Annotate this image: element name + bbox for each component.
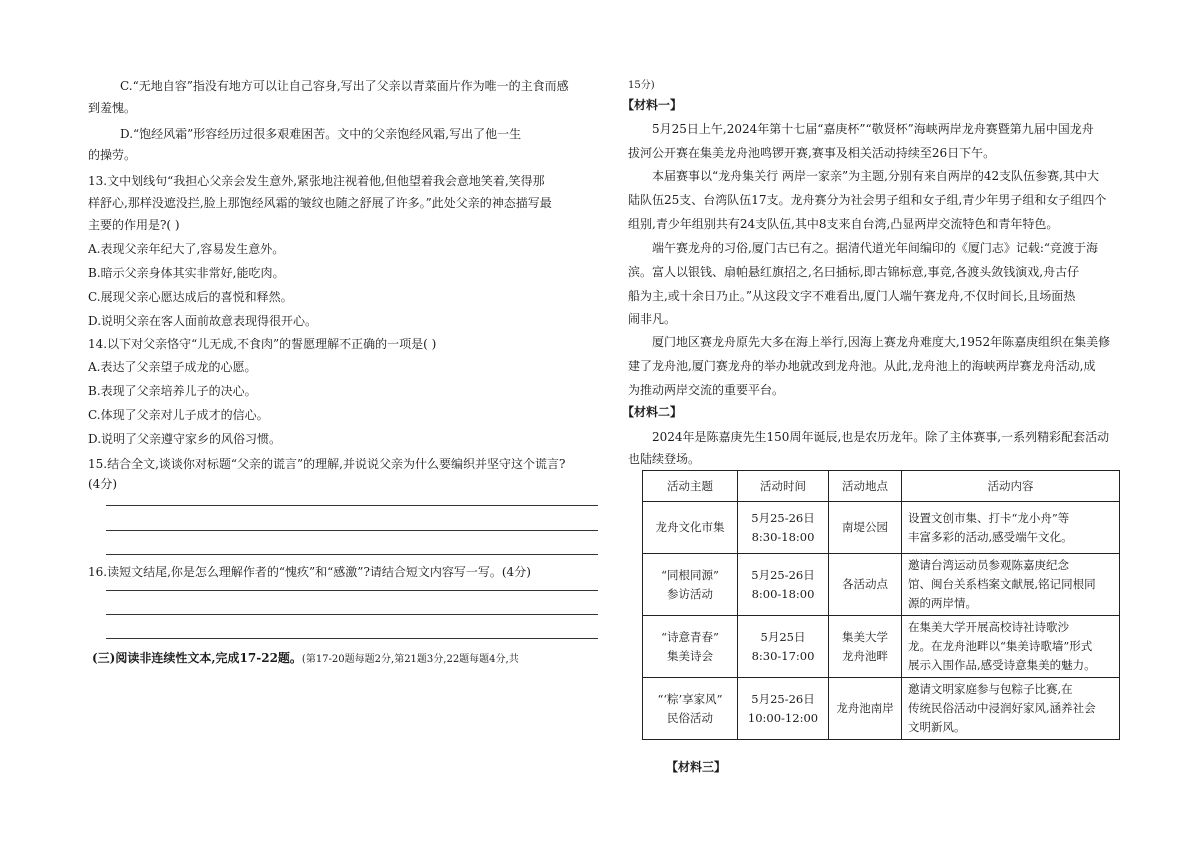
- q16-answer-line-2: [106, 614, 598, 615]
- q12-option-c-line2: 到羞愧。: [88, 101, 137, 115]
- cell-text: 集美诗会: [667, 648, 713, 663]
- cell-text: 文明新风。: [908, 720, 966, 734]
- cell-content: [902, 678, 1120, 740]
- table-row: [643, 678, 1120, 740]
- section-3-score-note: (第17-20题每题2分,第21题3分,22题每题4分,共: [301, 654, 519, 665]
- cell-text: 龙舟池南岸: [836, 701, 894, 715]
- cell-place: [829, 678, 902, 740]
- cell-text: “‘粽’享家风”: [657, 691, 723, 706]
- material-1-p3-line1: 端午赛龙舟的习俗,厦门古已有之。据清代道光年间编印的《厦门志》记载:“竞渡于海: [652, 241, 1098, 255]
- cell-text: 邀请台湾运动员参观陈嘉庚纪念: [908, 558, 1069, 572]
- material-2-p1-line1: 2024年是陈嘉庚先生150周年诞辰,也是农历龙年。除了主体赛事,一系列精彩配套活动: [652, 430, 1110, 444]
- table-row: [643, 502, 1120, 554]
- material-1-p2-line1: 本届赛事以“龙舟集关行 两岸一家亲”为主题,分别有来自两岸的42支队伍参赛,其中大: [652, 169, 1099, 183]
- q13-option-d: D.说明父亲在客人面前故意表现得很开心。: [88, 314, 318, 328]
- cell-text: 龙。在龙舟池畔以“集美诗歌墙”形式: [908, 639, 1093, 653]
- q15-stem-line2: (4分): [88, 477, 117, 491]
- q16-stem: 16.读短文结尾,你是怎么理解作者的“愧疚”和“感激”?请结合短文内容写一写。(4分): [88, 565, 531, 579]
- cell-text: 集美大学: [842, 629, 888, 644]
- cell-text: 10:00-12:00: [747, 710, 819, 725]
- q13-option-b: B.暗示父亲身体其实非常好,能吃肉。: [88, 266, 285, 280]
- section-3-heading: [92, 649, 519, 669]
- cell-place: [829, 502, 902, 554]
- material-1-p4-line1: 厦门地区赛龙舟原先大多在海上举行,因海上赛龙舟难度大,1952年陈嘉庚组织在集美修: [652, 335, 1111, 349]
- q14-option-b: B.表现了父亲培养儿子的决心。: [88, 384, 257, 398]
- q14-option-c: C.体现了父亲对儿子成才的信心。: [88, 408, 269, 422]
- q15-answer-line-3: [106, 554, 598, 555]
- cell-theme: [643, 678, 738, 740]
- cell-text: 南堤公园: [842, 520, 888, 534]
- cell-text: 源的两岸情。: [908, 596, 977, 610]
- material-2-label: 【材料二】: [622, 405, 683, 419]
- cell-text: 设置文创市集、打卡“龙小舟”等: [908, 510, 1070, 525]
- material-1-p3-line3: 船为主,或十余日乃止。”从这段文字不难看出,厦门人端午赛龙舟,不仅时间长,且场面热: [628, 289, 1076, 303]
- cell-text: 在集美大学开展高校诗社诗歌沙: [908, 620, 1069, 634]
- score-note-continued: 15分): [628, 80, 655, 91]
- material-1-p1-line1: 5月25日上午,2024年第十七届“嘉庚杯”“敬贤杯”海峡两岸龙舟赛暨第九届中国龙舟: [652, 122, 1094, 136]
- q12-option-c-line1: C.“无地自容”指没有地方可以让自己容身,写出了父亲以青菜面片作为唯一的主食而感: [120, 79, 569, 93]
- material-1-p4-line2: 建了龙舟池,厦门赛龙舟的举办地就改到龙舟池。从此,龙舟池上的海峡两岸赛龙舟活动,成: [628, 359, 1096, 373]
- cell-text: 传统民俗活动中浸润好家风,涵养社会: [908, 701, 1096, 715]
- cell-place: [829, 554, 902, 616]
- cell-text: “诗意青春”: [661, 629, 719, 644]
- material-3-label: 【材料三】: [666, 760, 727, 774]
- cell-text: 5月25日: [760, 629, 806, 644]
- cell-text: 龙舟池畔: [842, 648, 888, 663]
- header-theme: 活动主题: [643, 471, 738, 502]
- material-1-p2-line3: 组别,青少年组别共有24支队伍,其中8支来自台湾,凸显两岸交流特色和青年特色。: [628, 217, 1059, 231]
- q15-answer-line-2: [106, 530, 598, 531]
- q15-answer-line-1: [106, 505, 598, 506]
- q13-option-a: A.表现父亲年纪大了,容易发生意外。: [88, 242, 285, 256]
- q13-stem-line2: 样舒心,那样没遮没拦,脸上那饱经风霜的皱纹也随之舒展了许多。”此处父亲的神态描写最: [88, 196, 552, 210]
- cell-text: 馆、闽台关系档案文献展,铭记同根同: [908, 577, 1096, 591]
- header-content: 活动内容: [902, 471, 1120, 502]
- cell-text: 8:30-17:00: [751, 648, 815, 663]
- q14-option-d: D.说明了父亲遵守家乡的风俗习惯。: [88, 432, 282, 446]
- cell-text: 各活动点: [842, 577, 888, 591]
- cell-text: 5月25-26日: [751, 691, 815, 706]
- material-1-p4-line3: 为推动两岸交流的重要平台。: [628, 383, 785, 397]
- cell-text: “同根同源”: [661, 567, 719, 582]
- cell-text: 龙舟文化市集: [655, 520, 725, 534]
- cell-text: 参访活动: [667, 586, 713, 601]
- header-time: 活动时间: [738, 471, 829, 502]
- q14-stem: 14.以下对父亲恪守“儿无成,不食肉”的誓愿理解不正确的一项是( ): [88, 337, 437, 351]
- q13-stem-line3: 主要的作用是?( ): [88, 218, 180, 232]
- cell-content: [902, 502, 1120, 554]
- cell-time: [738, 616, 829, 678]
- cell-text: 展示入围作品,感受诗意集美的魅力。: [908, 658, 1096, 672]
- cell-theme: [643, 502, 738, 554]
- material-1-p2-line2: 陆队伍25支、台湾队伍17支。龙舟赛分为社会男子组和女子组,青少年男子组和女子组四个: [628, 193, 1107, 207]
- cell-content: [902, 554, 1120, 616]
- cell-text: 8:00-18:00: [751, 586, 815, 601]
- cell-theme: [643, 616, 738, 678]
- cell-time: [738, 502, 829, 554]
- cell-time: [738, 678, 829, 740]
- cell-text: 丰富多彩的活动,感受端午文化。: [908, 529, 1073, 544]
- cell-place: [829, 616, 902, 678]
- material-1-label: 【材料一】: [622, 98, 683, 112]
- cell-theme: [643, 554, 738, 616]
- cell-text: 5月25-26日: [751, 510, 815, 525]
- q16-answer-line-3: [106, 638, 598, 639]
- q15-stem-line1: 15.结合全文,谈谈你对标题“父亲的谎言”的理解,并说说父亲为什么要编织并坚守这个谎言?: [88, 457, 566, 471]
- q13-stem-line1: 13.文中划线句“我担心父亲会发生意外,紧张地注视着他,但他望着我会意地笑着,笑得那: [88, 174, 545, 188]
- material-1-p3-line2: 滨。富人以银钱、扇帕悬红旗招之,名曰插标,即古锦标意,事竞,各渡头敛钱演戏,舟古仔: [628, 265, 1080, 279]
- activity-table: [642, 470, 1120, 740]
- cell-text: 邀请文明家庭参与包粽子比赛,在: [908, 682, 1073, 696]
- q13-option-c: C.展现父亲心愿达成后的喜悦和释然。: [88, 290, 293, 304]
- table-row: [643, 554, 1120, 616]
- cell-time: [738, 554, 829, 616]
- activity-table-header-row: [643, 471, 1120, 502]
- q12-option-d-line1: D.“饱经风霜”形容经历过很多艰难困苦。文中的父亲饱经风霜,写出了他一生: [120, 127, 522, 141]
- cell-text: 5月25-26日: [751, 567, 815, 582]
- material-1-p3-line4: 闹非凡。: [628, 312, 677, 326]
- material-2-p1-line2: 也陆续登场。: [628, 452, 701, 466]
- material-1-p1-line2: 拔河公开赛在集美龙舟池鸣锣开赛,赛事及相关活动持续至26日下午。: [628, 146, 996, 160]
- q14-option-a: A.表达了父亲望子成龙的心愿。: [88, 360, 257, 374]
- cell-content: [902, 616, 1120, 678]
- header-place: 活动地点: [829, 471, 902, 502]
- table-row: [643, 616, 1120, 678]
- cell-text: 民俗活动: [667, 710, 713, 725]
- section-3-title: (三)阅读非连续性文本,完成17-22题。: [92, 651, 302, 665]
- q12-option-d-line2: 的操劳。: [88, 148, 137, 162]
- q16-answer-line-1: [106, 590, 598, 591]
- cell-text: 8:30-18:00: [751, 529, 815, 544]
